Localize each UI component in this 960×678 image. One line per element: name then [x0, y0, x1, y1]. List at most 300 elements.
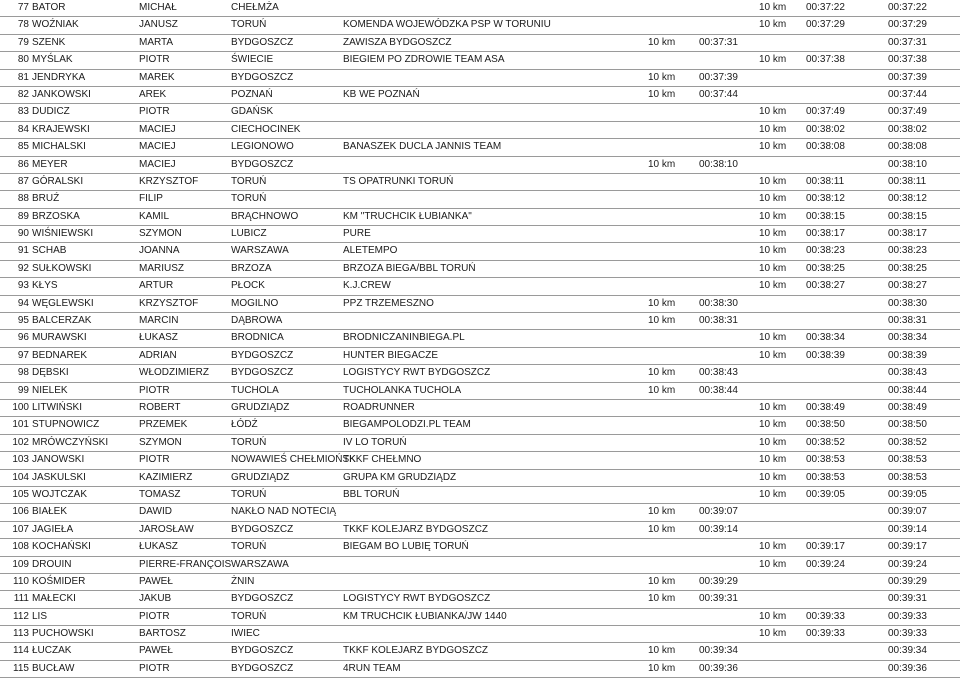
table-row [0, 104, 960, 121]
distance-cell: 10 km [759, 228, 787, 240]
city-cell: TORUŃ [231, 193, 267, 205]
club-cell: LOGISTYCY RWT BYDGOSZCZ [343, 593, 491, 605]
last-name-cell: JAGIEŁA [32, 523, 74, 535]
time-cell: 00:39:29 [699, 575, 738, 587]
first-name-cell: ROBERT [139, 401, 181, 413]
time-cell: 00:39:34 [699, 645, 738, 657]
club-cell: TS OPATRUNKI TORUŃ [343, 175, 454, 187]
table-row [0, 609, 960, 626]
final-time-cell: 00:37:44 [888, 88, 927, 100]
first-name-cell: KRZYSZTOF [139, 297, 199, 309]
time-cell: 00:38:08 [806, 141, 845, 153]
first-name-cell: PIOTR [139, 54, 170, 66]
place-cell: 103 [12, 454, 29, 466]
time-cell: 00:39:17 [806, 541, 845, 553]
place-cell: 115 [13, 662, 29, 674]
place-cell: 85 [17, 141, 29, 153]
first-name-cell: MICHAŁ [139, 2, 177, 13]
club-cell: HUNTER BIEGACZE [343, 349, 439, 361]
city-cell: TORUŃ [231, 541, 267, 553]
final-time-cell: 00:39:34 [888, 645, 927, 657]
first-name-cell: MACIEJ [139, 141, 176, 153]
last-name-cell: JANOWSKI [32, 454, 85, 466]
last-name-cell: STUPNOWICZ [32, 419, 100, 431]
last-name-cell: MICHALSKI [32, 141, 86, 153]
final-time-cell: 00:38:43 [888, 367, 927, 379]
club-cell: ALETEMPO [343, 245, 398, 257]
time-cell: 00:39:33 [806, 610, 845, 622]
final-time-cell: 00:37:22 [888, 2, 927, 13]
distance-cell: 10 km [759, 141, 787, 153]
place-cell: 98 [17, 367, 29, 379]
first-name-cell: PAWEŁ [139, 645, 173, 657]
first-name-cell: MACIEJ [139, 123, 176, 135]
last-name-cell: JANKOWSKI [32, 88, 91, 100]
final-time-cell: 00:38:15 [888, 210, 927, 222]
final-time-cell: 00:38:34 [888, 332, 927, 344]
table-row [0, 400, 960, 417]
last-name-cell: BUCŁAW [32, 662, 75, 674]
first-name-cell: MARTA [139, 36, 174, 48]
final-time-cell: 00:38:11 [888, 175, 927, 187]
distance-cell: 10 km [648, 367, 676, 379]
time-cell: 00:37:39 [699, 71, 738, 83]
club-cell: BANASZEK DUCLA JANNIS TEAM [343, 141, 502, 153]
place-cell: 80 [17, 54, 29, 66]
first-name-cell: AREK [139, 88, 167, 100]
time-cell: 00:38:52 [806, 436, 845, 448]
club-cell: TUCHOLANKA TUCHOLA [343, 384, 462, 396]
place-cell: 88 [17, 193, 29, 205]
first-name-cell: JANUSZ [139, 19, 178, 31]
city-cell: GRUDZIĄDZ [231, 401, 290, 413]
final-time-cell: 00:39:17 [888, 541, 927, 553]
final-time-cell: 00:38:17 [888, 228, 927, 240]
place-cell: 112 [13, 610, 29, 622]
place-cell: 96 [17, 332, 29, 344]
table-row [0, 261, 960, 278]
final-time-cell: 00:37:39 [888, 71, 927, 83]
place-cell: 102 [12, 436, 29, 448]
table-row [0, 365, 960, 382]
final-time-cell: 00:39:31 [888, 593, 927, 605]
time-cell: 00:39:33 [806, 628, 845, 640]
time-cell: 00:38:27 [806, 280, 845, 292]
table-row [0, 487, 960, 504]
final-time-cell: 00:38:53 [888, 471, 927, 483]
table-row [0, 17, 960, 34]
city-cell: LEGIONOWO [231, 141, 294, 153]
first-name-cell: SZYMON [139, 228, 182, 240]
distance-cell: 10 km [648, 593, 676, 605]
time-cell: 00:38:50 [806, 419, 845, 431]
last-name-cell: SUŁKOWSKI [32, 262, 92, 274]
place-cell: 82 [17, 88, 29, 100]
place-cell: 81 [17, 71, 29, 83]
time-cell: 00:38:53 [806, 454, 845, 466]
place-cell: 105 [12, 488, 29, 500]
city-cell: BRZOZA [231, 262, 272, 274]
city-cell: NAKŁO NAD NOTECIĄ [231, 506, 337, 518]
last-name-cell: WOJTCZAK [32, 488, 87, 500]
place-cell: 94 [17, 297, 29, 309]
final-time-cell: 00:38:27 [888, 280, 927, 292]
last-name-cell: LITWIŃSKI [32, 401, 83, 413]
city-cell: TORUŃ [231, 175, 267, 187]
distance-cell: 10 km [759, 349, 787, 361]
final-time-cell: 00:39:33 [888, 610, 927, 622]
final-time-cell: 00:38:12 [888, 193, 927, 205]
city-cell: BYDGOSZCZ [231, 36, 294, 48]
time-cell: 00:38:17 [806, 228, 845, 240]
time-cell: 00:39:05 [806, 488, 845, 500]
first-name-cell: PAWEŁ [139, 575, 173, 587]
last-name-cell: BALCERZAK [32, 315, 92, 327]
place-cell: 79 [17, 36, 29, 48]
table-row [0, 557, 960, 574]
distance-cell: 10 km [759, 419, 787, 431]
last-name-cell: SCHAB [32, 245, 67, 257]
city-cell: TUCHOLA [231, 384, 279, 396]
last-name-cell: DROUIN [32, 558, 72, 570]
last-name-cell: BRUŹ [32, 193, 60, 205]
place-cell: 77 [17, 2, 29, 13]
distance-cell: 10 km [648, 158, 676, 170]
city-cell: TORUŃ [231, 436, 267, 448]
distance-cell: 10 km [759, 262, 787, 274]
club-cell: KM "TRUCHCIK ŁUBIANKA" [343, 210, 472, 222]
city-cell: BRODNICA [231, 332, 284, 344]
time-cell: 00:38:43 [699, 367, 738, 379]
club-cell: BIEGIEM PO ZDROWIE TEAM ASA [343, 54, 505, 66]
table-row [0, 452, 960, 469]
first-name-cell: KAZIMIERZ [139, 471, 193, 483]
club-cell: TKKF CHEŁMNO [343, 454, 422, 466]
time-cell: 00:38:10 [699, 158, 738, 170]
last-name-cell: SZENK [32, 36, 66, 48]
final-time-cell: 00:39:36 [888, 662, 927, 674]
first-name-cell: WŁODZIMIERZ [139, 367, 209, 379]
last-name-cell: WIŚNIEWSKI [32, 228, 94, 240]
table-row [0, 139, 960, 156]
time-cell: 00:39:07 [699, 506, 738, 518]
city-cell: ŁÓDŹ [231, 419, 258, 431]
first-name-cell: PIOTR [139, 610, 170, 622]
first-name-cell: ŁUKASZ [139, 541, 178, 553]
final-time-cell: 00:39:05 [888, 488, 927, 500]
distance-cell: 10 km [759, 193, 787, 205]
city-cell: GRUDZIĄDZ [231, 471, 290, 483]
club-cell: K.J.CREW [343, 280, 391, 292]
table-row [0, 435, 960, 452]
distance-cell: 10 km [759, 454, 787, 466]
table-row [0, 174, 960, 191]
city-cell: CHEŁMŻA [231, 2, 279, 13]
time-cell: 00:38:25 [806, 262, 845, 274]
table-row [0, 522, 960, 539]
distance-cell: 10 km [759, 2, 787, 13]
club-cell: LOGISTYCY RWT BYDGOSZCZ [343, 367, 491, 379]
final-time-cell: 00:38:39 [888, 349, 927, 361]
distance-cell: 10 km [648, 71, 676, 83]
first-name-cell: ŁUKASZ [139, 332, 178, 344]
distance-cell: 10 km [648, 36, 676, 48]
city-cell: ŻNIN [231, 575, 255, 587]
final-time-cell: 00:39:33 [888, 628, 927, 640]
city-cell: BYDGOSZCZ [231, 645, 294, 657]
place-cell: 84 [17, 123, 29, 135]
place-cell: 92 [17, 262, 29, 274]
first-name-cell: KRZYSZTOF [139, 175, 199, 187]
table-row [0, 278, 960, 295]
first-name-cell: ARTUR [139, 280, 174, 292]
distance-cell: 10 km [648, 506, 676, 518]
time-cell: 00:38:11 [806, 175, 845, 187]
place-cell: 108 [12, 541, 29, 553]
distance-cell: 10 km [759, 210, 787, 222]
last-name-cell: WOŹNIAK [32, 19, 79, 31]
club-cell: BIEGAM BO LUBIĘ TORUŃ [343, 541, 469, 553]
city-cell: NOWAWIEŚ CHEŁMIOŃSK [231, 454, 356, 466]
time-cell: 00:38:31 [699, 315, 738, 327]
first-name-cell: ADRIAN [139, 349, 177, 361]
first-name-cell: JAKUB [139, 593, 172, 605]
distance-cell: 10 km [759, 628, 787, 640]
time-cell: 00:38:39 [806, 349, 845, 361]
table-row [0, 330, 960, 347]
place-cell: 104 [12, 471, 29, 483]
place-cell: 90 [17, 228, 29, 240]
first-name-cell: PIERRE-FRANÇOIS [139, 558, 232, 570]
place-cell: 86 [17, 158, 29, 170]
city-cell: BYDGOSZCZ [231, 523, 294, 535]
time-cell: 00:38:53 [806, 471, 845, 483]
distance-cell: 10 km [759, 106, 787, 118]
last-name-cell: WĘGLEWSKI [32, 297, 94, 309]
club-cell: GRUPA KM GRUDZIĄDZ [343, 471, 457, 483]
table-row [0, 539, 960, 556]
final-time-cell: 00:37:31 [888, 36, 927, 48]
table-row [0, 591, 960, 608]
city-cell: ŚWIECIE [231, 54, 274, 66]
first-name-cell: FILIP [139, 193, 163, 205]
place-cell: 93 [17, 280, 29, 292]
club-cell: BIEGAMPOLODZI.PL TEAM [343, 419, 471, 431]
place-cell: 106 [12, 506, 29, 518]
final-time-cell: 00:39:07 [888, 506, 927, 518]
time-cell: 00:37:22 [806, 2, 845, 13]
table-row [0, 35, 960, 52]
time-cell: 00:38:34 [806, 332, 845, 344]
distance-cell: 10 km [759, 471, 787, 483]
city-cell: BYDGOSZCZ [231, 367, 294, 379]
city-cell: TORUŃ [231, 488, 267, 500]
first-name-cell: DAWID [139, 506, 172, 518]
city-cell: WARSZAWA [231, 558, 289, 570]
final-time-cell: 00:37:38 [888, 54, 927, 66]
city-cell: CIECHOCINEK [231, 123, 301, 135]
last-name-cell: DUDICZ [32, 106, 70, 118]
table-row [0, 470, 960, 487]
time-cell: 00:38:15 [806, 210, 845, 222]
table-row [0, 574, 960, 591]
place-cell: 87 [17, 175, 29, 187]
last-name-cell: MEYER [32, 158, 68, 170]
place-cell: 95 [17, 315, 29, 327]
distance-cell: 10 km [648, 645, 676, 657]
place-cell: 89 [17, 210, 29, 222]
last-name-cell: GÓRALSKI [32, 175, 84, 187]
table-row [0, 313, 960, 330]
distance-cell: 10 km [759, 54, 787, 66]
city-cell: BYDGOSZCZ [231, 593, 294, 605]
table-row [0, 643, 960, 660]
final-time-cell: 00:38:44 [888, 384, 927, 396]
place-cell: 107 [12, 523, 29, 535]
final-time-cell: 00:37:29 [888, 19, 927, 31]
final-time-cell: 00:38:31 [888, 315, 927, 327]
place-cell: 110 [13, 575, 29, 587]
place-cell: 101 [12, 419, 29, 431]
table-row [0, 504, 960, 521]
city-cell: WARSZAWA [231, 245, 289, 257]
distance-cell: 10 km [759, 123, 787, 135]
distance-cell: 10 km [648, 662, 676, 674]
last-name-cell: DĘBSKI [32, 367, 69, 379]
distance-cell: 10 km [648, 384, 676, 396]
first-name-cell: MACIEJ [139, 158, 176, 170]
time-cell: 00:38:30 [699, 297, 738, 309]
last-name-cell: KŁYS [32, 280, 58, 292]
city-cell: LUBICZ [231, 228, 267, 240]
distance-cell: 10 km [648, 575, 676, 587]
time-cell: 00:39:36 [699, 662, 738, 674]
last-name-cell: JENDRYKA [32, 71, 86, 83]
place-cell: 99 [17, 384, 29, 396]
first-name-cell: KAMIL [139, 210, 170, 222]
last-name-cell: MAŁECKI [32, 593, 76, 605]
last-name-cell: KRAJEWSKI [32, 123, 90, 135]
first-name-cell: PIOTR [139, 662, 170, 674]
distance-cell: 10 km [759, 558, 787, 570]
city-cell: MOGILNO [231, 297, 279, 309]
club-cell: TKKF KOLEJARZ BYDGOSZCZ [343, 645, 489, 657]
time-cell: 00:38:02 [806, 123, 845, 135]
first-name-cell: JAROSŁAW [139, 523, 194, 535]
distance-cell: 10 km [759, 175, 787, 187]
table-row [0, 0, 960, 17]
first-name-cell: MAREK [139, 71, 175, 83]
club-cell: IV LO TORUŃ [343, 436, 407, 448]
city-cell: BYDGOSZCZ [231, 662, 294, 674]
final-time-cell: 00:38:23 [888, 245, 927, 257]
table-row [0, 157, 960, 174]
table-row [0, 243, 960, 260]
last-name-cell: BRZOSKA [32, 210, 80, 222]
last-name-cell: BEDNAREK [32, 349, 88, 361]
city-cell: PŁOCK [231, 280, 265, 292]
last-name-cell: KOCHAŃSKI [32, 541, 91, 553]
place-cell: 113 [13, 628, 29, 640]
time-cell: 00:37:49 [806, 106, 845, 118]
place-cell: 111 [13, 593, 29, 605]
city-cell: BYDGOSZCZ [231, 158, 294, 170]
first-name-cell: PRZEMEK [139, 419, 188, 431]
club-cell: PURE [343, 228, 371, 240]
city-cell: BYDGOSZCZ [231, 71, 294, 83]
distance-cell: 10 km [759, 19, 787, 31]
time-cell: 00:37:38 [806, 54, 845, 66]
club-cell: PPZ TRZEMESZNO [343, 297, 434, 309]
distance-cell: 10 km [759, 280, 787, 292]
final-time-cell: 00:38:52 [888, 436, 927, 448]
table-row [0, 87, 960, 104]
time-cell: 00:37:31 [699, 36, 738, 48]
last-name-cell: LIS [32, 610, 48, 622]
final-time-cell: 00:37:49 [888, 106, 927, 118]
last-name-cell: JASKULSKI [32, 471, 86, 483]
place-cell: 91 [17, 245, 29, 257]
final-time-cell: 00:39:29 [888, 575, 927, 587]
table-row [0, 417, 960, 434]
time-cell: 00:37:29 [806, 19, 845, 31]
table-row [0, 52, 960, 69]
table-row [0, 348, 960, 365]
table-row [0, 122, 960, 139]
distance-cell: 10 km [648, 88, 676, 100]
place-cell: 100 [12, 401, 29, 413]
club-cell: KOMENDA WOJEWÓDZKA PSP W TORUNIU [343, 19, 551, 31]
place-cell: 109 [12, 558, 29, 570]
distance-cell: 10 km [759, 488, 787, 500]
club-cell: 4RUN TEAM [343, 662, 401, 674]
distance-cell: 10 km [648, 523, 676, 535]
final-time-cell: 00:38:02 [888, 123, 927, 135]
city-cell: TORUŃ [231, 19, 267, 31]
last-name-cell: NIELEK [32, 384, 68, 396]
table-row [0, 70, 960, 87]
distance-cell: 10 km [759, 610, 787, 622]
time-cell: 00:39:14 [699, 523, 738, 535]
city-cell: TORUŃ [231, 610, 267, 622]
last-name-cell: ŁUCZAK [32, 645, 72, 657]
distance-cell: 10 km [759, 332, 787, 344]
distance-cell: 10 km [759, 245, 787, 257]
club-cell: BBL TORUŃ [343, 488, 400, 500]
distance-cell: 10 km [759, 401, 787, 413]
first-name-cell: MARIUSZ [139, 262, 184, 274]
distance-cell: 10 km [648, 297, 676, 309]
time-cell: 00:38:49 [806, 401, 845, 413]
final-time-cell: 00:38:53 [888, 454, 927, 466]
place-cell: 78 [17, 19, 29, 31]
table-row [0, 296, 960, 313]
first-name-cell: BARTOSZ [139, 628, 186, 640]
final-time-cell: 00:39:14 [888, 523, 927, 535]
club-cell: TKKF KOLEJARZ BYDGOSZCZ [343, 523, 489, 535]
club-cell: KM TRUCHCIK ŁUBIANKA/JW 1440 [343, 610, 507, 622]
last-name-cell: BATOR [32, 2, 66, 13]
last-name-cell: MRÓWCZYŃSKI [32, 436, 109, 448]
club-cell: KB WE POZNAŃ [343, 88, 420, 100]
table-row [0, 661, 960, 678]
final-time-cell: 00:38:49 [888, 401, 927, 413]
table-row [0, 226, 960, 243]
time-cell: 00:38:12 [806, 193, 845, 205]
club-cell: BRZOZA BIEGA/BBL TORUŃ [343, 262, 476, 274]
final-time-cell: 00:38:25 [888, 262, 927, 274]
last-name-cell: MURAWSKI [32, 332, 87, 344]
